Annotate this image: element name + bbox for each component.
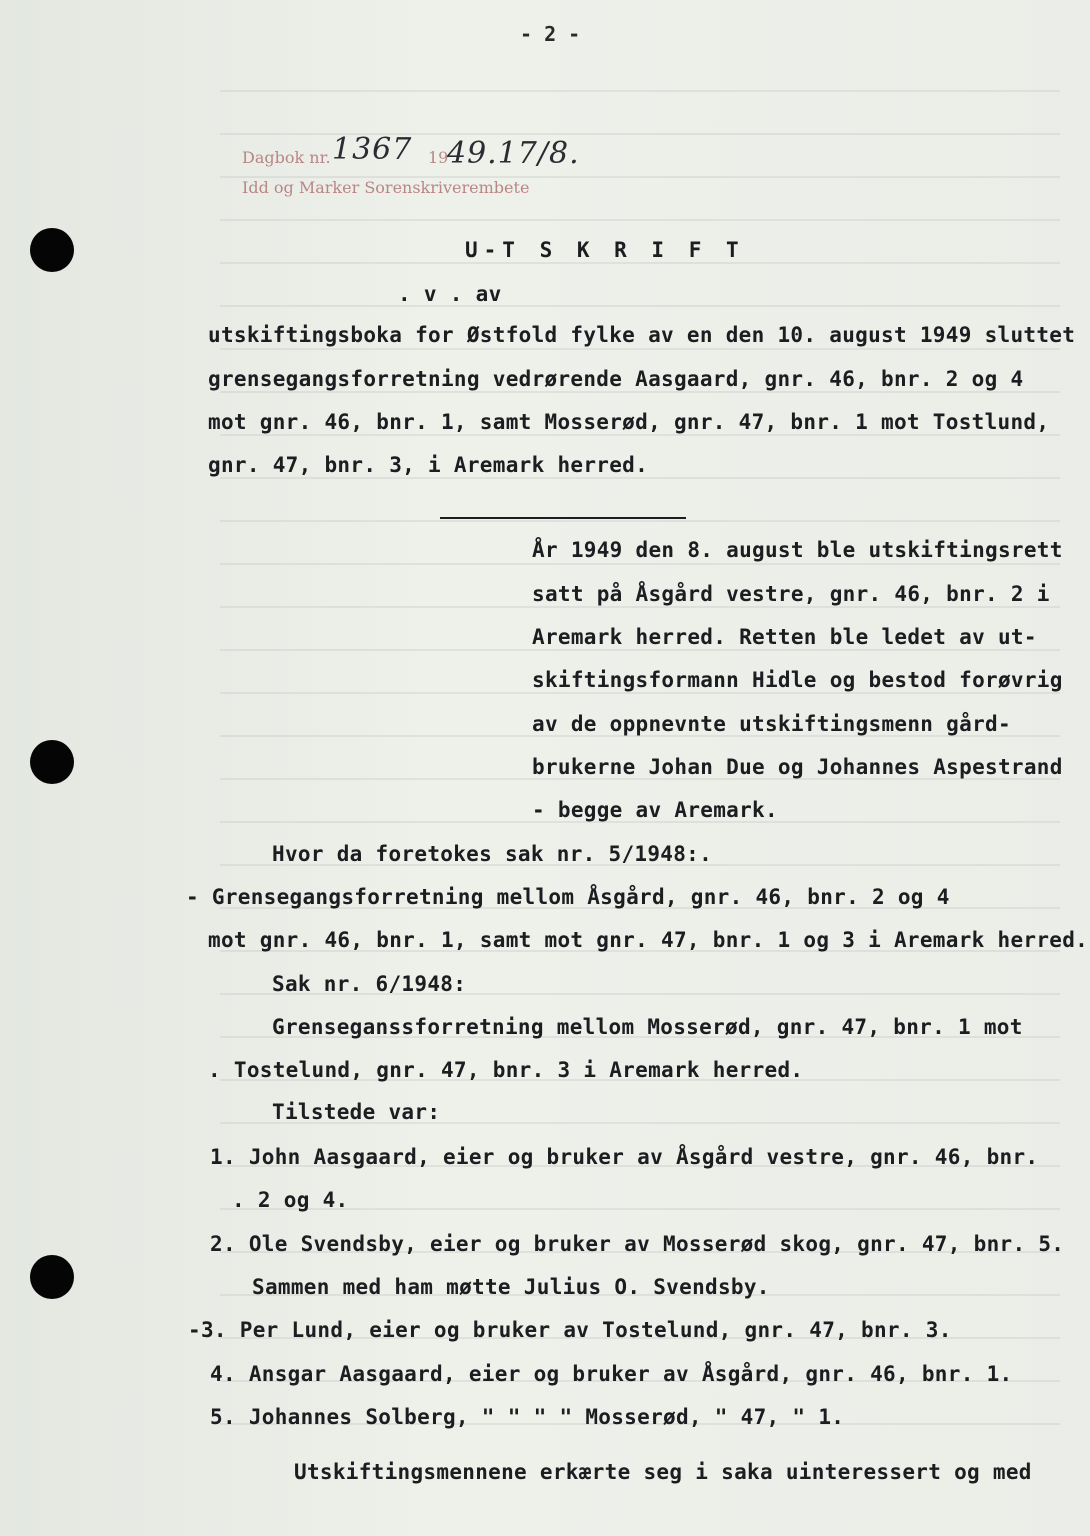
text-line: Hvor da foretokes sak nr. 5/1948:. (272, 842, 713, 866)
text-line: Aremark herred. Retten ble ledet av ut- (532, 625, 1037, 649)
text-line: utskiftingsboka for Østfold fylke av en den 10. august 1949 sluttet (208, 323, 1076, 347)
text-line: -3. Per Lund, eier og bruker av Tostelund, gnr. 47, bnr. 3. (188, 1318, 952, 1342)
stamp-dagbok-label: Dagbok nr. (242, 148, 331, 167)
text-line: - begge av Aremark. (532, 798, 778, 822)
text-line: 2. Ole Svendsby, eier og bruker av Mosserød skog, gnr. 47, bnr. 5. (210, 1232, 1065, 1256)
handwritten-date: 49.17/8. (447, 136, 580, 171)
text-line: År 1949 den 8. august ble utskiftingsrett (532, 538, 1063, 562)
punch-hole-bottom (30, 1255, 74, 1299)
stamp-office-name: Idd og Marker Sorenskriverembete (242, 178, 530, 197)
handwritten-journal-number: 1367 (332, 132, 413, 167)
text-line: . 2 og 4. (232, 1188, 349, 1212)
text-line: grensegangsforretning vedrørende Aasgaard, gnr. 46, bnr. 2 og 4 (208, 367, 1024, 391)
text-line: Grenseganssforretning mellom Mosserød, gnr. 47, bnr. 1 mot (272, 1015, 1023, 1039)
text-line: av de oppnevnte utskiftingsmenn gård- (532, 712, 1011, 736)
text-line: 5. Johannes Solberg, " " " " Mosserød, " 47, " 1. (210, 1405, 845, 1429)
text-line: mot gnr. 46, bnr. 1, samt Mosserød, gnr. 47, bnr. 1 mot Tostlund, (208, 410, 1050, 434)
text-line: 1. John Aasgaard, eier og bruker av Åsgård vestre, gnr. 46, bnr. (210, 1145, 1039, 1169)
text-line: mot gnr. 46, bnr. 1, samt mot gnr. 47, bnr. 1 og 3 i Aremark herred. (208, 928, 1089, 952)
text-line: Sammen med ham møtte Julius O. Svendsby. (252, 1275, 770, 1299)
punch-hole-middle (30, 740, 74, 784)
text-line: 4. Ansgar Aasgaard, eier og bruker av Åsgård, gnr. 46, bnr. 1. (210, 1362, 1013, 1386)
page-number: - 2 - (520, 22, 581, 46)
text-line: skiftingsformann Hidle og bestod forøvrig (532, 668, 1063, 692)
section-divider (440, 517, 686, 519)
text-line: satt på Åsgård vestre, gnr. 46, bnr. 2 i (532, 582, 1050, 606)
text-line: Utskiftingsmennene erkærte seg i saka uinteressert og med (294, 1460, 1032, 1484)
text-line: brukerne Johan Due og Johannes Aspestrand (532, 755, 1063, 779)
stamp-year-prefix: 19 (428, 148, 449, 167)
punch-hole-top (30, 228, 74, 272)
text-line: gnr. 47, bnr. 3, i Aremark herred. (208, 453, 649, 477)
text-line: Sak nr. 6/1948: (272, 972, 467, 996)
text-line: . Tostelund, gnr. 47, bnr. 3 i Aremark herred. (208, 1058, 804, 1082)
text-line: Tilstede var: (272, 1100, 441, 1124)
text-line: - Grensegangsforretning mellom Åsgård, gnr. 46, bnr. 2 og 4 (186, 885, 950, 909)
text-line: . v . av (398, 282, 502, 306)
document-title: U-T S K R I F T (465, 238, 745, 262)
